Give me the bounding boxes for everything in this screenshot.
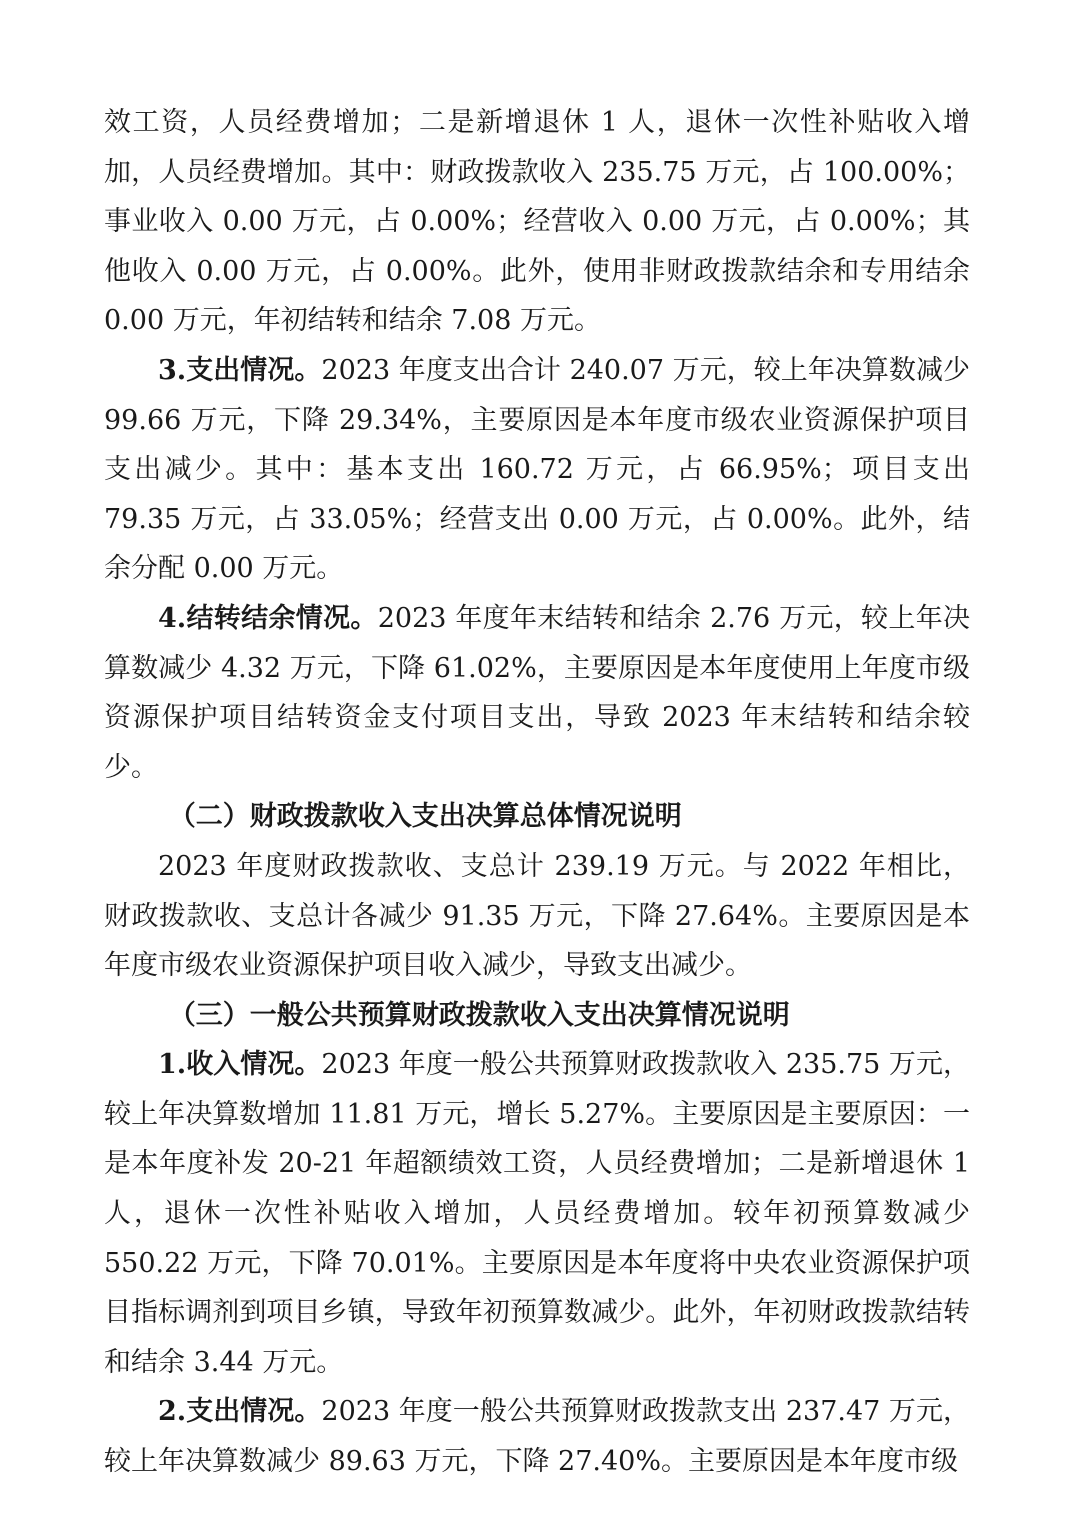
section-heading-fiscal-total: （二）财政拨款收入支出决算总体情况说明 [168, 801, 682, 833]
paragraph-general-expenditure-lead: 2.支出情况。 [158, 1396, 322, 1428]
paragraph-income-detail: 效工资，人员经费增加；二是新增退休 1 人，退休一次性补贴收入增加，人员经费增加。其中：财政拨款收入 235.75 万元，占 100.00%；事业收入 0.00 万元，占 0.00%；经营收入 0.00 万元，占 0.00%；其他收入 0.00 万元，占 0.00%。此外，使用非财政拨款结余和专用结余 0.00 万元，年初结转和结余 7.08 万元。 [104, 107, 970, 337]
document-page [104, 98, 970, 1487]
paragraph-general-income [104, 1040, 970, 1387]
paragraph-expenditure-lead: 3.支出情况。 [158, 354, 322, 386]
paragraph-carryover-body: 2023 年度年末结转和结余 2.76 万元，较上年决算数减少 4.32 万元，下降 61.02%，主要原因是本年度使用上年度市级资源保护项目结转资金支付项目支出，导致 2023 年末结转和结余较少。 [104, 602, 971, 783]
paragraph-general-expenditure [104, 1387, 970, 1486]
paragraph-fiscal-total: 2023 年度财政拨款收、支总计 239.19 万元。与 2022 年相比，财政拨款收、支总计各减少 91.35 万元，下降 27.64%。主要原因是本年度市级农业资源保护项目收入减少，导致支出减少。 [104, 850, 970, 982]
paragraph-expenditure [104, 346, 970, 594]
paragraph-general-expenditure-body: 2023 年度一般公共预算财政拨款支出 237.47 万元，较上年决算数减少 89.63 万元，下降 27.40%。主要原因是本年度市级 [104, 1396, 971, 1478]
paragraph-expenditure-body: 2023 年度支出合计 240.07 万元，较上年决算数减少 99.66 万元，下降 29.34%，主要原因是本年度市级农业资源保护项目支出减少。其中：基本支出 160.72 万元，占 66.95%；项目支出 79.35 万元，占 33.05%；经营支出 0.00 万元，占 0.00%。此外，结余分配 0.00 万元。 [104, 354, 971, 585]
section-heading-general-budget: （三）一般公共预算财政拨款收入支出决算情况说明 [168, 999, 790, 1031]
paragraph-general-income-lead: 1.收入情况。 [158, 1049, 322, 1081]
paragraph-carryover [104, 594, 970, 792]
paragraph-carryover-lead: 4.结转结余情况。 [158, 602, 378, 634]
paragraph-general-income-body: 2023 年度一般公共预算财政拨款收入 235.75 万元，较上年决算数增加 11.81 万元，增长 5.27%。主要原因是主要原因：一是本年度补发 20-21 年超额绩效工资，人员经费增加；二是新增退休 1 人，退休一次性补贴收入增加，人员经费增加。较年初预算数减少 550.22 万元，下降 70.01%。主要原因是本年度将中央农业资源保护项目指标调剂到项目乡镇，导致年初预算数减少。此外，年初财政拨款结转和结余 3.44 万元。 [104, 1049, 971, 1378]
